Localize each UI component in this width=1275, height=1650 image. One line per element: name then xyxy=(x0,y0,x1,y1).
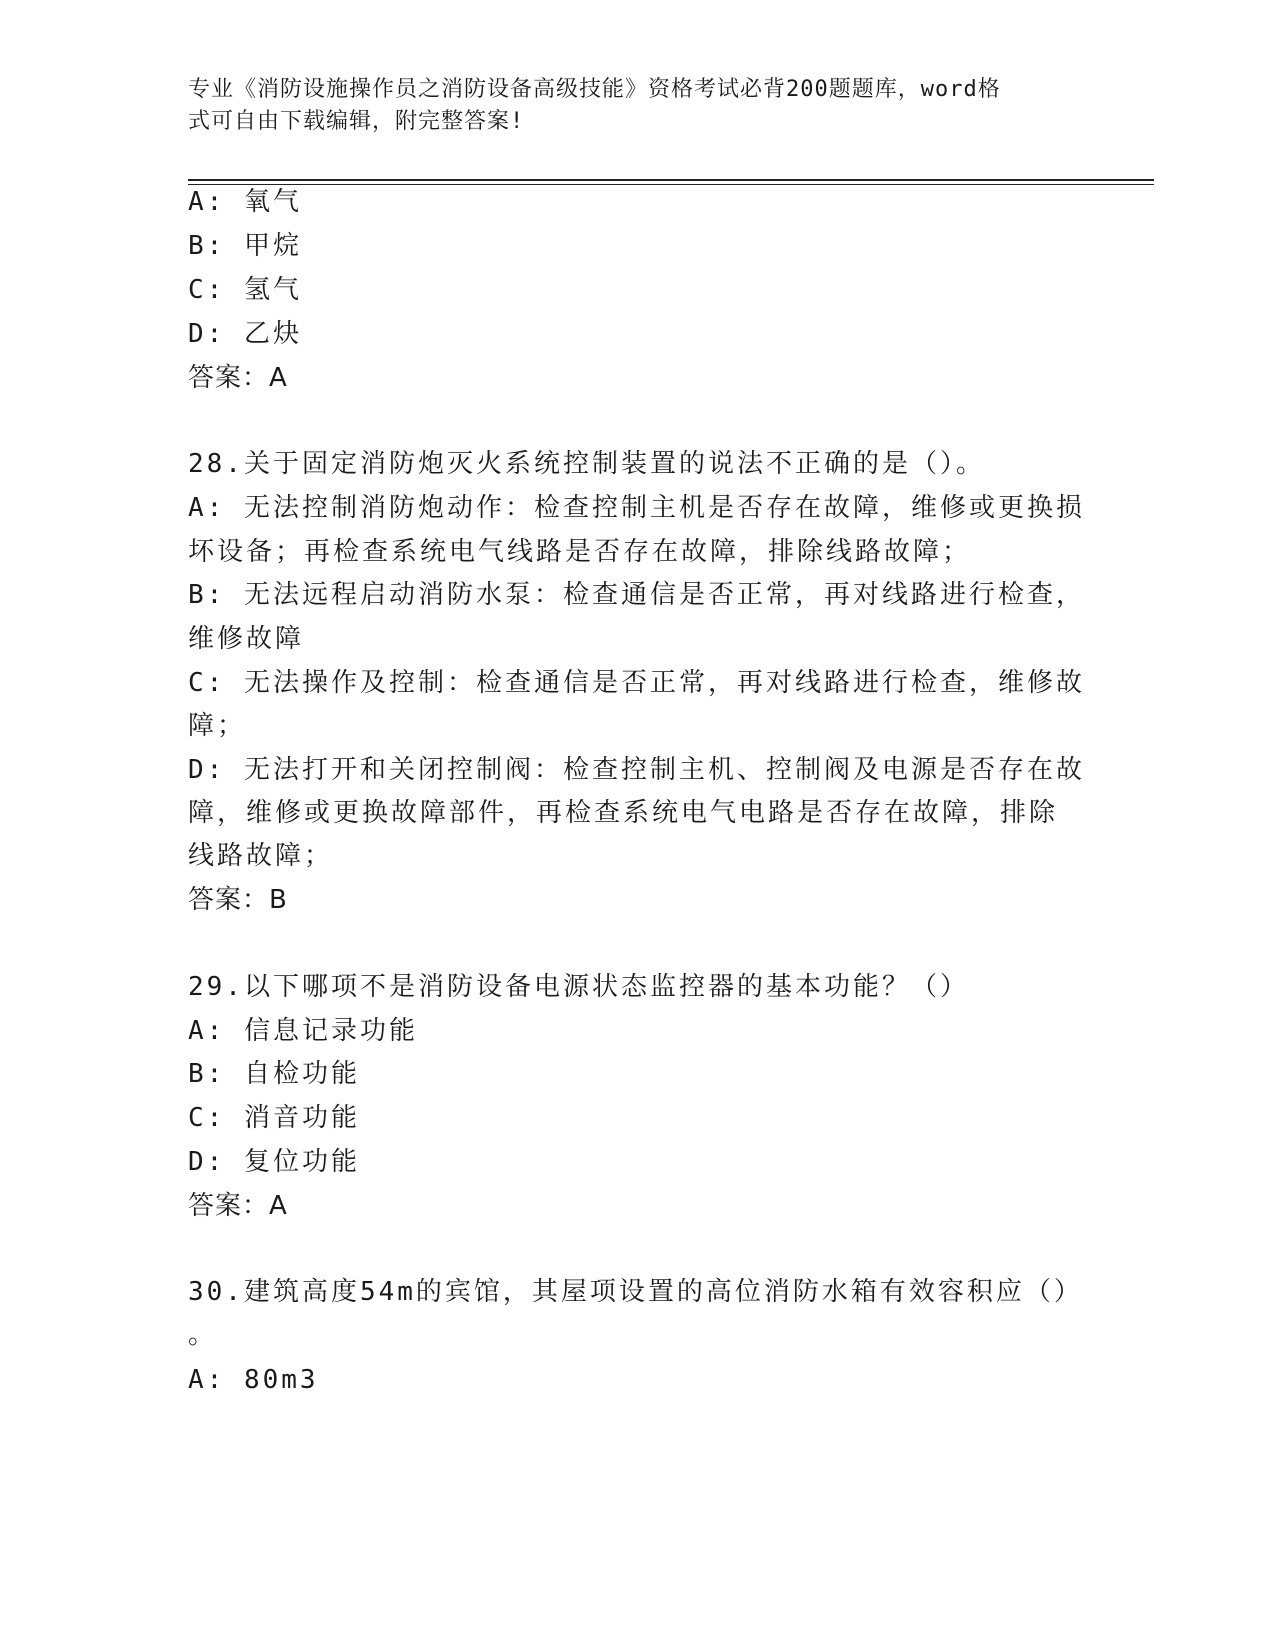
header-divider-thin xyxy=(188,184,1154,185)
header-line-1: 专业《消防设施操作员之消防设备高级技能》资格考试必背200题题库，word格 xyxy=(188,77,1001,102)
header-divider-thick xyxy=(188,179,1154,181)
q27-option-a: A: 氧气 xyxy=(188,187,302,217)
header-line-2: 式可自由下载编辑，附完整答案! xyxy=(188,109,525,134)
q27-option-d: D: 乙炔 xyxy=(188,319,302,349)
q27-answer: 答案：A xyxy=(188,363,288,393)
q28-answer: 答案：B xyxy=(188,885,288,915)
q29-option-b: B: 自检功能 xyxy=(188,1059,360,1089)
q28-option-a-line-1: A: 无法控制消防炮动作：检查控制主机是否存在故障，维修或更换损 xyxy=(188,493,1085,523)
q28-option-c-line-1: C: 无法操作及控制：检查通信是否正常，再对线路进行检查，维修故 xyxy=(188,668,1085,698)
q29-question: 29.以下哪项不是消防设备电源状态监控器的基本功能？（） xyxy=(188,972,969,1002)
q29-option-d: D: 复位功能 xyxy=(188,1147,360,1177)
q28-option-d-line-3: 线路故障； xyxy=(188,841,334,871)
q27-option-c: C: 氢气 xyxy=(188,275,302,305)
q28-option-d-line-2: 障，维修或更换故障部件，再检查系统电气电路是否存在故障，排除 xyxy=(188,798,1059,828)
q28-question: 28.关于固定消防炮灭火系统控制装置的说法不正确的是（）。 xyxy=(188,449,985,479)
q28-option-c-line-2: 障； xyxy=(188,711,247,741)
q29-answer: 答案：A xyxy=(188,1191,288,1221)
q29-option-a: A: 信息记录功能 xyxy=(188,1016,418,1046)
q28-option-b-line-2: 维修故障 xyxy=(188,624,305,654)
q30-option-a: A: 80m3 xyxy=(188,1365,319,1395)
q28-option-b-line-1: B: 无法远程启动消防水泵：检查通信是否正常，再对线路进行检查， xyxy=(188,580,1085,610)
q30-question-line-1: 30.建筑高度54m的宾馆，其屋项设置的高位消防水箱有效容积应（） xyxy=(188,1277,1083,1307)
document-header xyxy=(188,74,1078,138)
q28-option-d-line-1: D: 无法打开和关闭控制阀：检查控制主机、控制阀及电源是否存在故 xyxy=(188,755,1085,785)
q28-option-a-line-2: 坏设备；再检查系统电气线路是否存在故障，排除线路故障； xyxy=(188,537,972,567)
q30-question-line-2: 。 xyxy=(188,1320,218,1350)
q29-option-c: C: 消音功能 xyxy=(188,1103,360,1133)
q27-option-b: B: 甲烷 xyxy=(188,231,302,261)
